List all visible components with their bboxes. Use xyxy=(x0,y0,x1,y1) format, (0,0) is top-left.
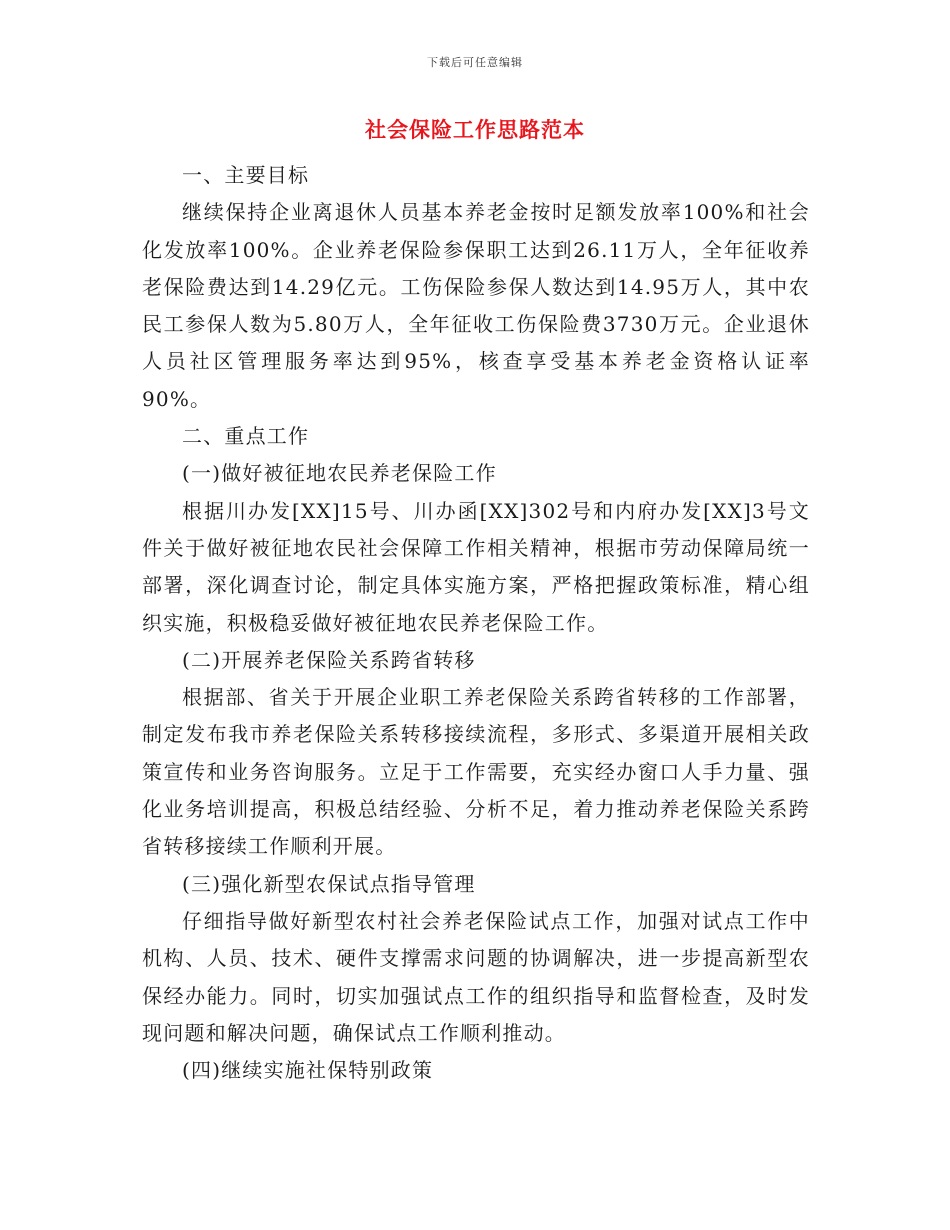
header-note: 下载后可任意编辑 xyxy=(427,56,523,69)
paragraph-2: 根据部、省关于开展企业职工养老保险关系跨省转移的工作部署，制定发布我市养老保险关系转移接续流程，多形式、多渠道开展相关政策宣传和业务咨询服务。立足于工作需要，充实经办窗口人手力量、强化业务培训提高，积极总结经验、分析不足，着力推动养老保险关系跨省转移接续工作顺利开展。 xyxy=(142,685,810,859)
subheading-2: (二)开展养老保险关系跨省转移 xyxy=(182,647,476,672)
document-title: 社会保险工作思路范本 xyxy=(365,118,585,142)
subheading-4: (四)继续实施社保特别政策 xyxy=(182,1058,434,1083)
subheading-1: (一)做好被征地农民养老保险工作 xyxy=(182,461,497,486)
section-heading-key-work: 二、重点工作 xyxy=(182,424,310,449)
paragraph-1: 根据川办发[XX]15号、川办函[XX]302号和内府办发[XX]3号文件关于做好被征地农民社会保障工作相关精神，根据市劳动保障局统一部署，深化调查讨论，制定具体实施方案，严格把握政策标准，精心组织实施，积极稳妥做好被征地农民养老保险工作。 xyxy=(142,498,810,635)
section-heading-main-goals: 一、主要目标 xyxy=(182,163,310,187)
document-body xyxy=(142,157,810,1089)
paragraph-main-goals: 继续保持企业离退休人员基本养老金按时足额发放率100%和社会化发放率100%。企业养老保险参保职工达到26.11万人，全年征收养老保险费达到14.29亿元。工伤保险参保人数达到14.95万人，其中农民工参保人数为5.80万人，全年征收工伤保险费3730万元。企业退休人员社区管理服务率达到95%，核查享受基本养老金资格认证率90%。 xyxy=(142,200,810,411)
paragraph-3: 仔细指导做好新型农村社会养老保险试点工作，加强对试点工作中机构、人员、技术、硬件支撑需求问题的协调解决，进一步提高新型农保经办能力。同时，切实加强试点工作的组织指导和监督检查，及时发现问题和解决问题，确保试点工作顺利推动。 xyxy=(142,908,810,1045)
subheading-3: (三)强化新型农保试点指导管理 xyxy=(182,871,476,896)
